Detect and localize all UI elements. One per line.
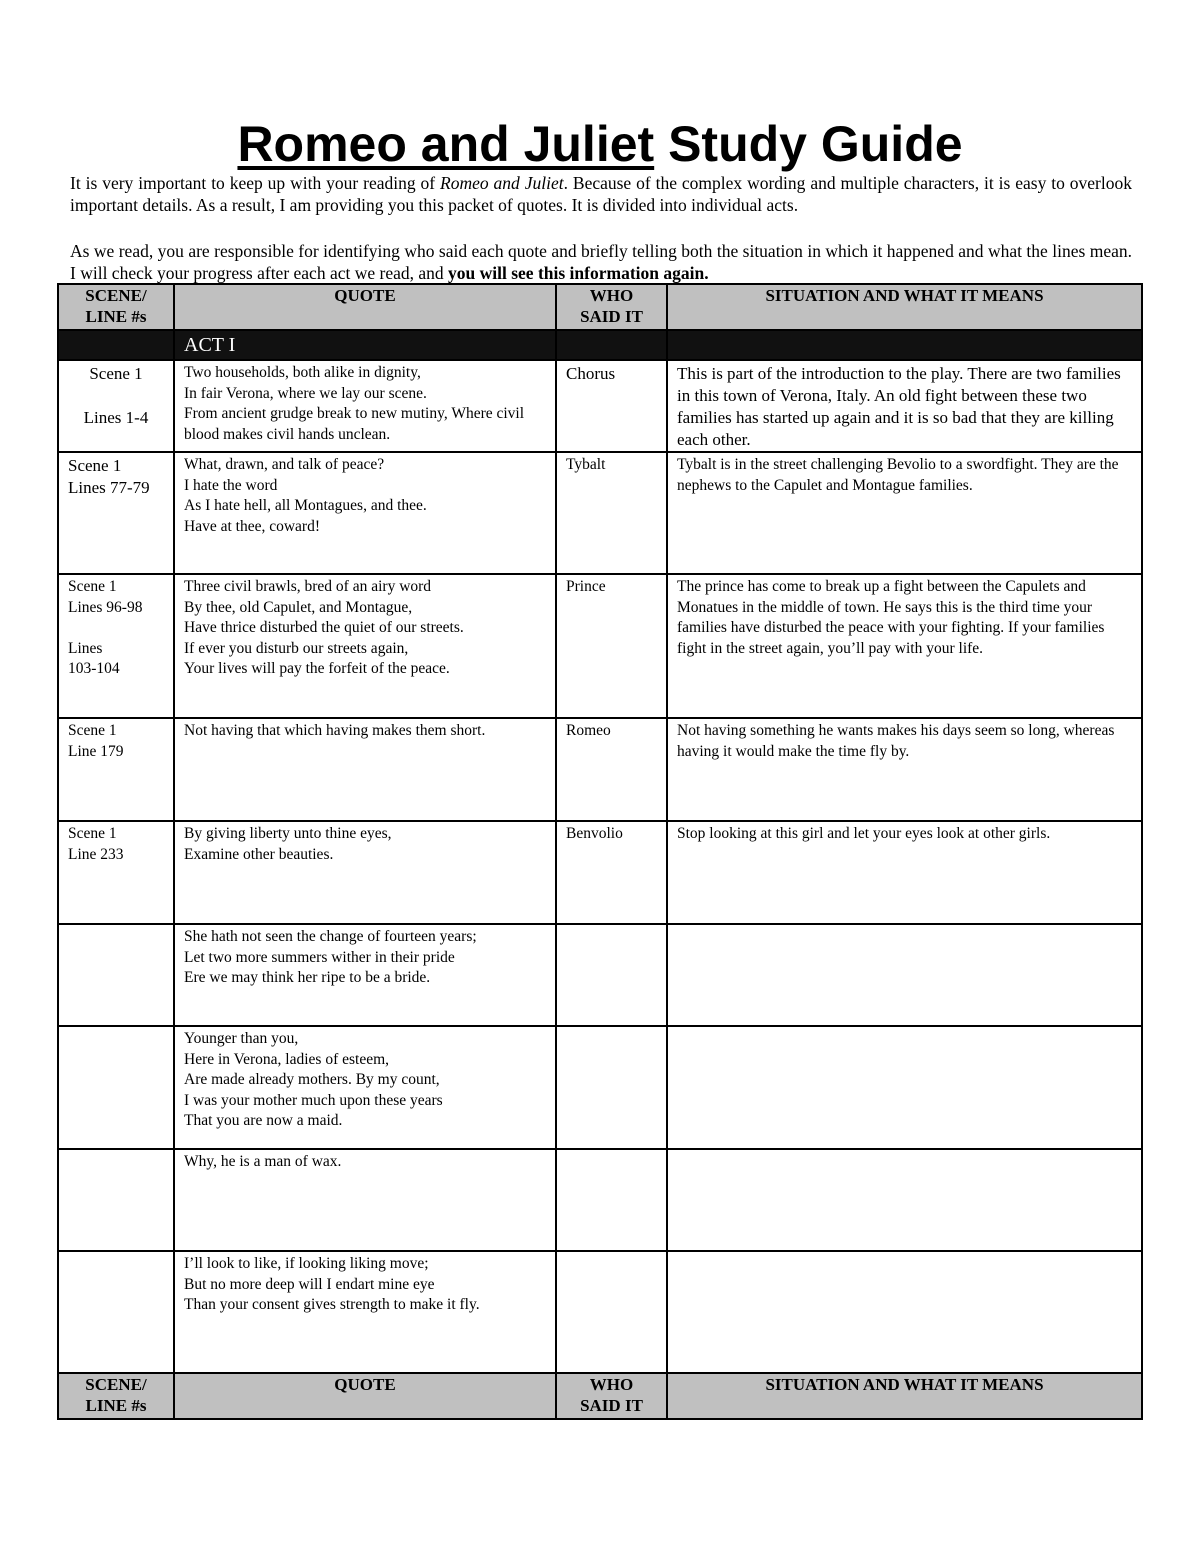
who-cell[interactable]: [556, 1149, 667, 1251]
scene-text: [59, 1150, 173, 1152]
table-row: [58, 360, 1142, 452]
who-cell: [556, 574, 667, 718]
meaning-cell: [667, 360, 1142, 452]
table-row: [58, 1251, 1142, 1373]
table-row: [58, 1149, 1142, 1251]
quote-cell: [174, 1026, 556, 1149]
footer-header-scene-line: SCENE/ LINE #s: [58, 1373, 174, 1419]
act-cell-blank: [556, 330, 667, 360]
meaning-cell[interactable]: [667, 1026, 1142, 1149]
quote-text: I’ll look to like, if looking liking move; But no more deep will I endart mine eye Than your consent gives strength to make it fly.: [184, 1255, 480, 1313]
who-text: [557, 925, 666, 927]
header-who-said-it: WHO SAID IT: [556, 284, 667, 330]
table-row: [58, 821, 1142, 924]
table-header-row: [58, 284, 1142, 330]
quote-text: Not having that which having makes them short.: [184, 722, 486, 739]
intro-paragraph-1: [70, 172, 1132, 216]
meaning-text: The prince has come to break up a fight between the Capulets and Monatues in the middle of town. He says this is the third time your families have disturbed the peace with your fighting. If your families fight in the street again, you’ll pay with your life.: [677, 578, 1105, 657]
who-cell: [556, 718, 667, 821]
act-row: [58, 330, 1142, 360]
quote-cell: [174, 1149, 556, 1251]
intro-play-title: Romeo and Juliet: [440, 173, 564, 193]
footer-header-quote: QUOTE: [174, 1373, 556, 1419]
meaning-cell[interactable]: [667, 1149, 1142, 1251]
scene-cell: [58, 574, 174, 718]
study-guide-table: [57, 283, 1143, 1420]
quote-text: She hath not seen the change of fourteen years; Let two more summers wither in their pride Ere we may think her ripe to be a bride.: [184, 928, 477, 986]
title-play-name: Romeo and Juliet: [237, 116, 655, 172]
scene-text: Scene 1 Lines 77-79: [68, 456, 150, 497]
footer-header-situation: SITUATION AND WHAT IT MEANS: [667, 1373, 1142, 1419]
table-row: [58, 574, 1142, 718]
meaning-text: [668, 1150, 1141, 1152]
quote-text: Younger than you, Here in Verona, ladies of esteem, Are made already mothers. By my count, I was your mother much upon these years That you are now a maid.: [184, 1030, 443, 1129]
scene-text: [59, 925, 173, 927]
meaning-cell[interactable]: [667, 1251, 1142, 1373]
scene-text: Scene 1 Line 179: [68, 722, 124, 760]
title-suffix: Study Guide: [654, 116, 963, 172]
meaning-text: [668, 1027, 1141, 1029]
quote-cell: [174, 821, 556, 924]
scene-cell: [58, 821, 174, 924]
who-text: [557, 1252, 666, 1254]
table-row: [58, 718, 1142, 821]
intro-text: It is very important to keep up with your reading of: [70, 173, 441, 193]
who-cell: [556, 452, 667, 574]
scene-text: [59, 1027, 173, 1029]
scene-cell[interactable]: [58, 1026, 174, 1149]
act-cell-blank: [667, 330, 1142, 360]
quote-text: Three civil brawls, bred of an airy word By thee, old Capulet, and Montague, Have thrice disturbed the quiet of our streets. If ever you disturb our streets again, Your lives will pay the forfeit of the peace.: [184, 578, 464, 677]
scene-cell[interactable]: [58, 1251, 174, 1373]
who-text: [557, 1027, 666, 1029]
quote-text: Two households, both alike in dignity, In fair Verona, where we lay our scene. From ancient grudge break to new mutiny, Where civil blood makes civil hands unclean.: [184, 364, 525, 443]
meaning-text: This is part of the introduction to the play. There are two families in this town of Verona, Italy. An old fight between these two families has started up again and it is so bad that they are killing each other.: [677, 364, 1121, 449]
meaning-cell[interactable]: [667, 924, 1142, 1026]
intro-text: . Because of the complex wording and multiple characters, it is easy to overlook important details. As a result, I am providing you this packet of quotes. It is divided into individual acts.: [70, 173, 1132, 215]
who-text: [557, 1150, 666, 1152]
meaning-cell: [667, 574, 1142, 718]
scene-cell[interactable]: [58, 924, 174, 1026]
page-title: [0, 112, 1200, 176]
table-row: [58, 452, 1142, 574]
table-row: [58, 1026, 1142, 1149]
intro-text: As we read, you are responsible for identifying who said each quote and briefly telling both the situation in which it happened and what the lines mean. I will check your progress after each act we read, and: [70, 241, 1132, 283]
scene-text: Scene 1 Line 233: [68, 825, 124, 863]
scene-cell: [58, 452, 174, 574]
quote-cell: [174, 574, 556, 718]
table-footer-header-row: [58, 1373, 1142, 1419]
quote-text: Why, he is a man of wax.: [184, 1153, 342, 1170]
meaning-text: [668, 1252, 1141, 1254]
who-text: Prince: [566, 578, 606, 595]
quote-cell: [174, 924, 556, 1026]
who-cell: [556, 360, 667, 452]
who-cell[interactable]: [556, 1251, 667, 1373]
scene-text: Scene 1 Lines 1-4: [83, 364, 149, 427]
meaning-text: Tybalt is in the street challenging Bevolio to a swordfight. They are the nephews to the Capulet and Montague families.: [677, 456, 1119, 494]
who-cell[interactable]: [556, 1026, 667, 1149]
act-cell-blank: [58, 330, 174, 360]
quote-text: What, drawn, and talk of peace? I hate the word As I hate hell, all Montagues, and thee. Have at thee, coward!: [184, 456, 427, 535]
table-row: [58, 924, 1142, 1026]
scene-text: Scene 1 Lines 96-98 Lines 103-104: [68, 578, 143, 677]
who-cell: [556, 821, 667, 924]
meaning-cell: [667, 718, 1142, 821]
meaning-cell: [667, 821, 1142, 924]
quote-cell: [174, 360, 556, 452]
footer-header-who-said-it: WHO SAID IT: [556, 1373, 667, 1419]
header-situation: SITUATION AND WHAT IT MEANS: [667, 284, 1142, 330]
meaning-text: [668, 925, 1141, 927]
who-text: Tybalt: [566, 456, 606, 473]
meaning-text: Stop looking at this girl and let your eyes look at other girls.: [677, 825, 1051, 842]
header-scene-line: SCENE/ LINE #s: [58, 284, 174, 330]
act-label: ACT I: [174, 330, 556, 360]
who-text: Chorus: [566, 364, 616, 383]
header-quote: QUOTE: [174, 284, 556, 330]
scene-cell[interactable]: [58, 1149, 174, 1251]
quote-cell: [174, 718, 556, 821]
quote-cell: [174, 1251, 556, 1373]
who-cell[interactable]: [556, 924, 667, 1026]
intro-paragraph-2: [70, 240, 1132, 284]
intro-emphasis: you will see this information again.: [448, 263, 709, 283]
scene-text: [59, 1252, 173, 1254]
meaning-text: Not having something he wants makes his days seem so long, whereas having it would make the time fly by.: [677, 722, 1115, 760]
quote-cell: [174, 452, 556, 574]
who-text: Romeo: [566, 722, 611, 739]
who-text: Benvolio: [566, 825, 623, 842]
meaning-cell: [667, 452, 1142, 574]
scene-cell: [58, 718, 174, 821]
quote-text: By giving liberty unto thine eyes, Examine other beauties.: [184, 825, 392, 863]
scene-cell: [58, 360, 174, 452]
